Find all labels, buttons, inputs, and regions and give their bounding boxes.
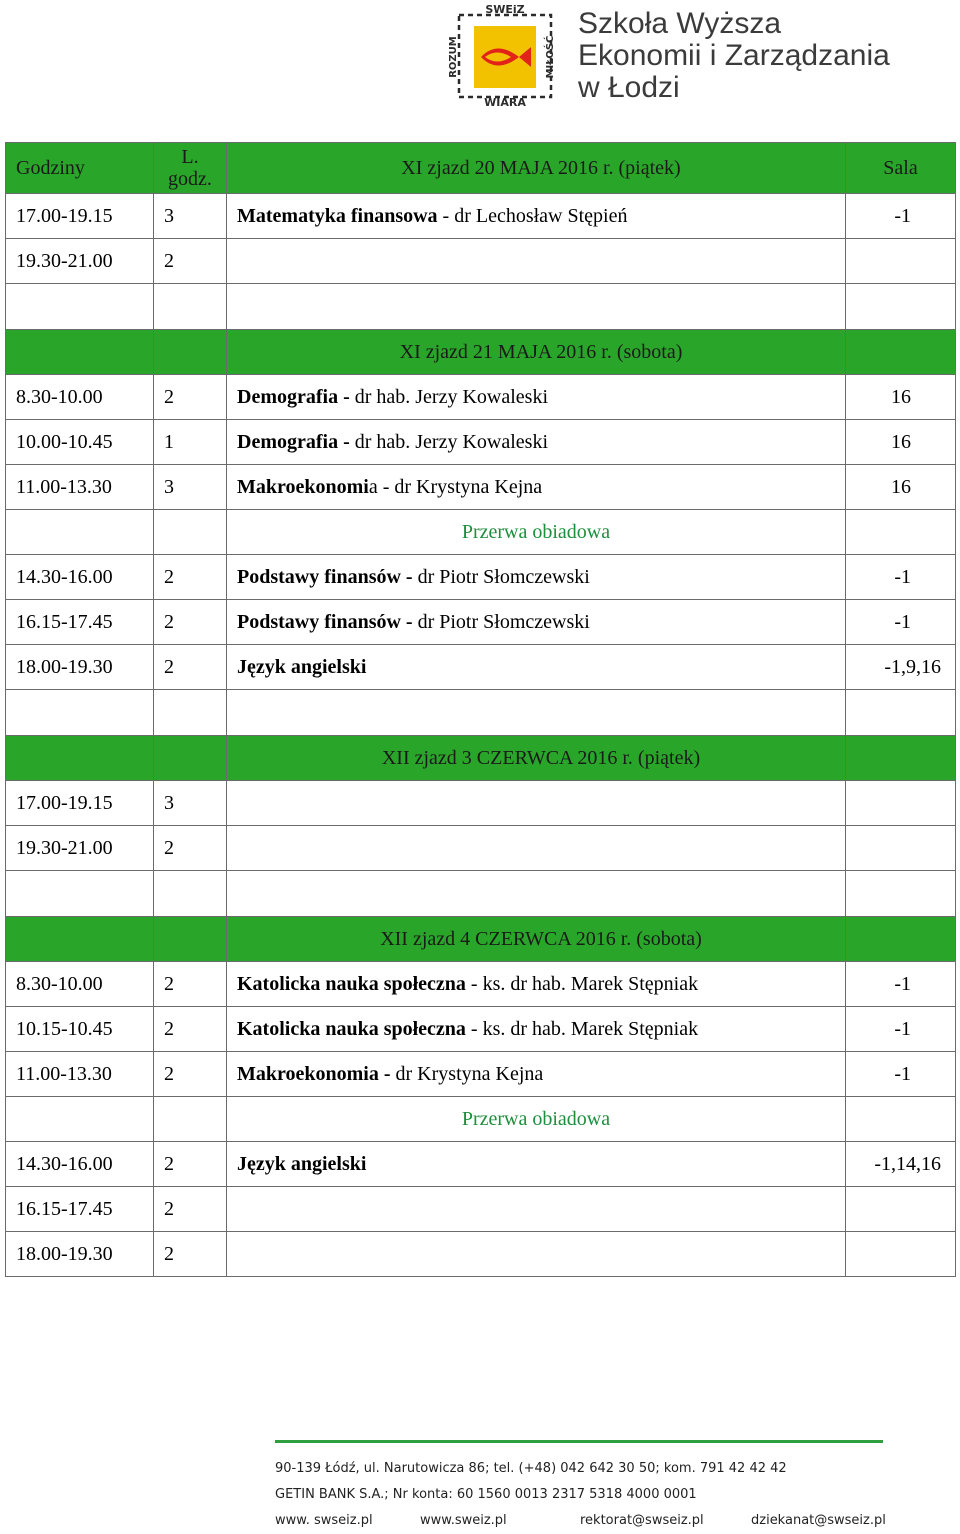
time-cell: 8.30-10.00	[6, 375, 154, 420]
time-cell: 17.00-19.15	[6, 194, 154, 239]
class-row	[6, 600, 956, 645]
subject-name: Makroekonomia -	[237, 1063, 391, 1085]
class-row	[6, 781, 956, 826]
room-cell: -1,14,16	[846, 1142, 956, 1187]
lecturer-name: - dr Lechosław Stępień	[437, 205, 628, 227]
subject-cell	[227, 871, 846, 917]
school-logo	[445, 2, 915, 112]
header-time: Godziny	[6, 143, 154, 194]
subject-name: Język angielski	[237, 656, 367, 678]
class-row	[6, 375, 956, 420]
emblem-bottom-word: WIARA	[484, 96, 526, 109]
emblem-right-word: MIŁOŚĆ	[545, 35, 556, 79]
time-cell: 18.00-19.30	[6, 645, 154, 690]
room-cell: -1	[846, 1052, 956, 1097]
room-cell	[846, 239, 956, 284]
subject-cell	[227, 239, 846, 284]
school-name-line: Szkoła Wyższa	[578, 7, 782, 40]
time-cell: 14.30-16.00	[6, 555, 154, 600]
school-name-line: Ekonomii i Zarządzania	[578, 39, 890, 72]
hours-cell: 2	[154, 375, 227, 420]
footer-address: 90-139 Łódź, ul. Narutowicza 86; tel. (+48) 042 642 30 50; kom. 791 42 42 42	[275, 1461, 787, 1476]
room-cell	[846, 871, 956, 917]
subject-name: Podstawy finansów -	[237, 566, 413, 588]
subject-cell	[227, 1232, 846, 1277]
lecturer-name: dr Piotr Słomczewski	[412, 611, 590, 633]
room-cell: 16	[846, 420, 956, 465]
lecturer-name: dr Piotr Słomczewski	[412, 566, 590, 588]
hours-cell: 2	[154, 1052, 227, 1097]
room-cell: -1	[846, 600, 956, 645]
hours-cell: 2	[154, 1142, 227, 1187]
spacer-row	[6, 690, 956, 736]
room-cell	[846, 1232, 956, 1277]
hours-cell	[154, 871, 227, 917]
lunch-break-label: Przerwa obiadowa	[227, 1097, 846, 1142]
spacer-row	[6, 871, 956, 917]
footer-link-rector-email[interactable]: rektorat@swseiz.pl	[580, 1513, 704, 1528]
hours-cell: 1	[154, 420, 227, 465]
lecturer-name: dr hab. Jerzy Kowaleski	[349, 431, 549, 453]
sweiz-emblem	[445, 2, 563, 110]
class-row	[6, 555, 956, 600]
lecturer-name: - ks. dr hab. Marek Stępniak	[465, 973, 699, 995]
room-cell	[846, 826, 956, 871]
class-row	[6, 420, 956, 465]
time-cell	[6, 1097, 154, 1142]
time-cell: 19.30-21.00	[6, 826, 154, 871]
lecturer-name: dr hab. Jerzy Kowaleski	[349, 386, 549, 408]
time-cell: 10.15-10.45	[6, 1007, 154, 1052]
hours-cell: 3	[154, 194, 227, 239]
table-header-row	[6, 143, 956, 194]
time-cell: 10.00-10.45	[6, 420, 154, 465]
subject-name: Język angielski	[237, 1153, 367, 1175]
day-header-row	[6, 736, 956, 781]
time-cell: 17.00-19.15	[6, 781, 154, 826]
time-cell: 14.30-16.00	[6, 1142, 154, 1187]
day-header-row	[6, 330, 956, 375]
hours-cell: 3	[154, 465, 227, 510]
day-title: XII zjazd 3 CZERWCA 2016 r. (piątek)	[227, 736, 846, 781]
subject-name: Demografia -	[237, 386, 350, 408]
hours-cell: 2	[154, 239, 227, 284]
footer-link-website[interactable]: www. swseiz.pl	[275, 1513, 373, 1528]
subject-cell	[227, 465, 846, 510]
subject-cell	[227, 1187, 846, 1232]
room-cell	[846, 736, 956, 781]
hours-cell: 2	[154, 1232, 227, 1277]
lunch-break-label: Przerwa obiadowa	[227, 510, 846, 555]
class-row	[6, 826, 956, 871]
footer-link-deanery-email[interactable]: dziekanat@swseiz.pl	[751, 1513, 886, 1528]
subject-cell	[227, 781, 846, 826]
hours-cell	[154, 284, 227, 330]
hours-cell	[154, 1097, 227, 1142]
room-cell: -1	[846, 1007, 956, 1052]
school-name-line: w Łodzi	[578, 71, 680, 104]
room-cell	[846, 284, 956, 330]
time-cell: 11.00-13.30	[6, 465, 154, 510]
subject-name: Demografia -	[237, 431, 350, 453]
time-cell: 16.15-17.45	[6, 600, 154, 645]
subject-cell	[227, 690, 846, 736]
hours-cell: 2	[154, 555, 227, 600]
room-cell	[846, 510, 956, 555]
lecturer-name: a - dr Krystyna Kejna	[368, 476, 543, 498]
room-cell: -1,9,16	[846, 645, 956, 690]
room-cell	[846, 917, 956, 962]
subject-cell	[227, 375, 846, 420]
time-cell: 18.00-19.30	[6, 1232, 154, 1277]
subject-cell	[227, 420, 846, 465]
lunch-break-row	[6, 510, 956, 555]
subject-cell	[227, 645, 846, 690]
footer-links	[275, 1508, 895, 1534]
spacer-row	[6, 284, 956, 330]
subject-cell	[227, 555, 846, 600]
time-cell	[6, 690, 154, 736]
hours-cell: 2	[154, 962, 227, 1007]
lunch-break-row	[6, 1097, 956, 1142]
room-cell: 16	[846, 375, 956, 420]
class-row	[6, 645, 956, 690]
header-hours-l2: godz.	[168, 168, 212, 190]
room-cell	[846, 1187, 956, 1232]
time-cell: 19.30-21.00	[6, 239, 154, 284]
class-row	[6, 962, 956, 1007]
class-row	[6, 194, 956, 239]
subject-cell	[227, 1142, 846, 1187]
room-cell	[846, 330, 956, 375]
class-row	[6, 465, 956, 510]
schedule-table	[5, 142, 956, 1277]
lecturer-name: dr Krystyna Kejna	[390, 1063, 544, 1085]
header-hours-l1: L.	[181, 146, 199, 168]
hours-cell: 2	[154, 1007, 227, 1052]
hours-cell	[154, 330, 227, 375]
class-row	[6, 1052, 956, 1097]
emblem-top-word: SWEiZ	[485, 3, 525, 16]
subject-cell	[227, 962, 846, 1007]
room-cell	[846, 781, 956, 826]
time-cell	[6, 871, 154, 917]
footer-bank: GETIN BANK S.A.; Nr konta: 60 1560 0013 2317 5318 4000 0001	[275, 1487, 697, 1502]
time-cell: 8.30-10.00	[6, 962, 154, 1007]
subject-name: Podstawy finansów -	[237, 611, 413, 633]
time-cell	[6, 917, 154, 962]
subject-name: Matematyka finansowa	[237, 205, 438, 227]
hours-cell: 3	[154, 781, 227, 826]
room-cell: -1	[846, 962, 956, 1007]
subject-cell	[227, 826, 846, 871]
time-cell	[6, 330, 154, 375]
time-cell	[6, 284, 154, 330]
hours-cell	[154, 917, 227, 962]
hours-cell	[154, 510, 227, 555]
subject-name: Katolicka nauka społeczna	[237, 973, 466, 995]
room-cell: -1	[846, 555, 956, 600]
hours-cell	[154, 736, 227, 781]
hours-cell: 2	[154, 645, 227, 690]
lecturer-name: - ks. dr hab. Marek Stępniak	[465, 1018, 699, 1040]
subject-cell	[227, 194, 846, 239]
emblem-left-word: ROZUM	[448, 36, 459, 78]
subject-name: Makroekonomi	[237, 476, 369, 498]
subject-name: Katolicka nauka społeczna	[237, 1018, 466, 1040]
time-cell: 16.15-17.45	[6, 1187, 154, 1232]
room-cell	[846, 1097, 956, 1142]
hours-cell: 2	[154, 600, 227, 645]
header-room: Sala	[846, 143, 956, 194]
class-row	[6, 1007, 956, 1052]
hours-cell: 2	[154, 826, 227, 871]
header-hours	[154, 143, 227, 194]
day-title: XII zjazd 4 CZERWCA 2016 r. (sobota)	[227, 917, 846, 962]
class-row	[6, 1232, 956, 1277]
class-row	[6, 239, 956, 284]
school-name	[578, 8, 918, 104]
hours-cell	[154, 690, 227, 736]
class-row	[6, 1187, 956, 1232]
footer	[275, 1440, 895, 1534]
room-cell	[846, 690, 956, 736]
time-cell	[6, 510, 154, 555]
room-cell: 16	[846, 465, 956, 510]
time-cell: 11.00-13.30	[6, 1052, 154, 1097]
subject-cell	[227, 600, 846, 645]
room-cell: -1	[846, 194, 956, 239]
footer-link-website-alt[interactable]: www.sweiz.pl	[420, 1513, 507, 1528]
subject-cell	[227, 1052, 846, 1097]
hours-cell: 2	[154, 1187, 227, 1232]
day-title: XI zjazd 21 MAJA 2016 r. (sobota)	[227, 330, 846, 375]
time-cell	[6, 736, 154, 781]
subject-cell	[227, 1007, 846, 1052]
footer-divider	[275, 1440, 883, 1443]
class-row	[6, 1142, 956, 1187]
subject-cell	[227, 284, 846, 330]
day-header-row	[6, 917, 956, 962]
header-first-day: XI zjazd 20 MAJA 2016 r. (piątek)	[227, 143, 846, 194]
